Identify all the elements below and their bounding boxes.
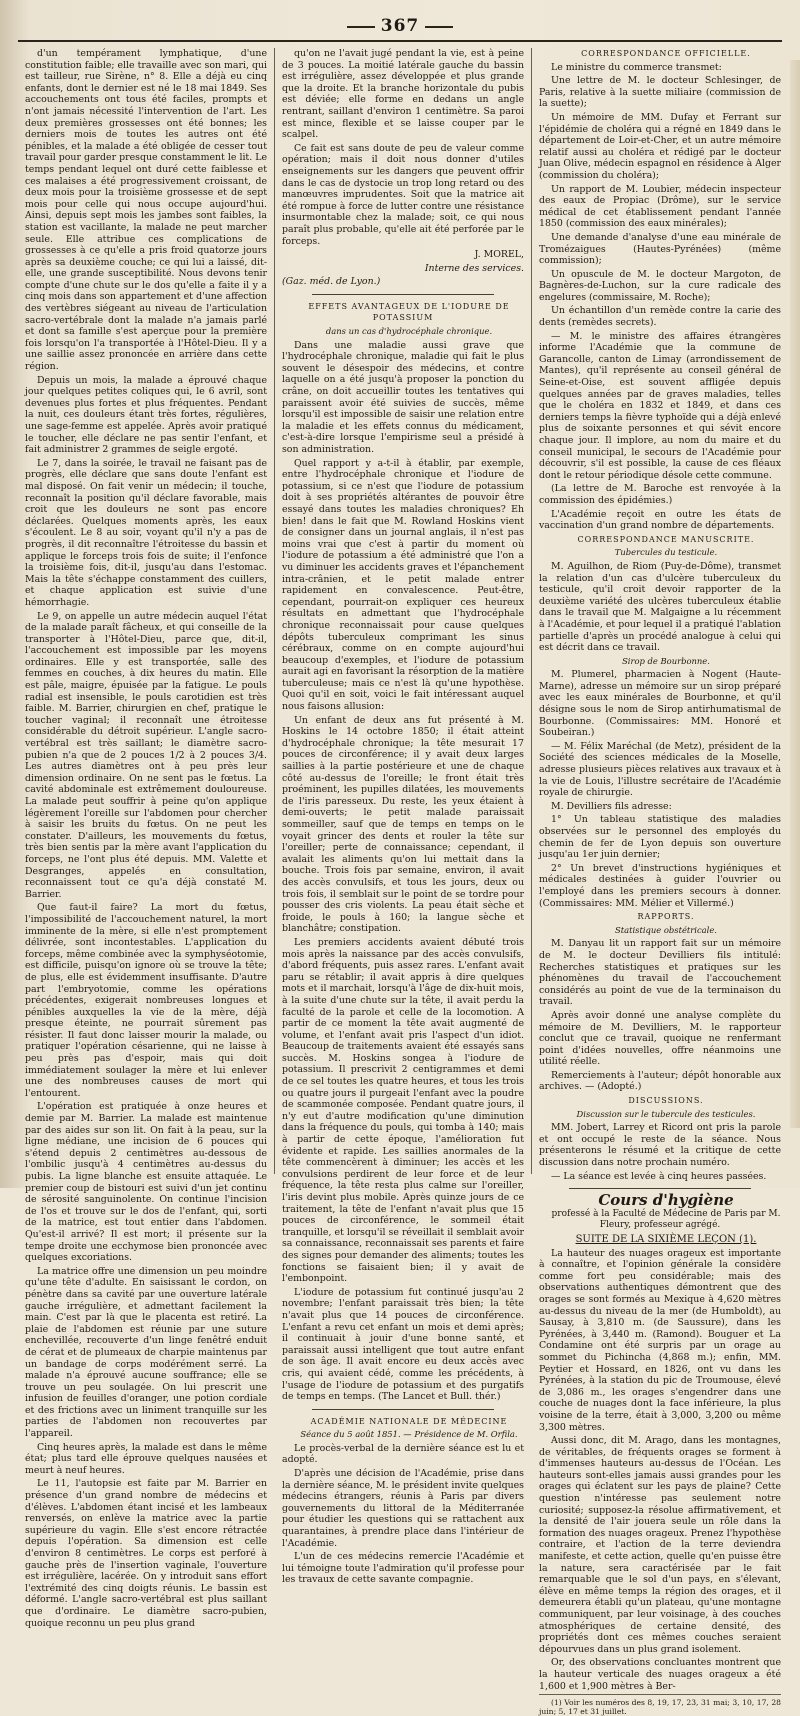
paragraph: Les premiers accidents avaient débuté trois mois après la naissance par des accès convulsifs, d'abord fréquents, puis assez rares. L'enfant avait paru se rétablir; il avait appris à dire quelques mots et il marchait, lorsqu'à l'âge de dix-huit mois, à la suite d'une chute sur la tête, il avait perdu la faculté de la parole et celle de la locomotion. A partir de ce moment la tête avait augmenté de volume, et l'enfant avait pris l'aspect d'un idiot. Beaucoup de traitements avaient été essayés sans succès. M. Hoskins songea à l'iodure de potassium. Il prescrivit 2 centigrammes et demi de ce sel toutes les quatre heures, et tous les trois ou quatre jours il purgeait l'enfant avec la poudre de scammonée composée. Pendant quatre jours, il n'y eut d'autre modification qu'une diminution dans la fréquence du pouls, qui tomba à 140; mais à partir de cette époque, l'amélioration fut évidente et rapide. Les saillies anormales de la tête commencèrent à diminuer; les accès et les convulsions perdirent de leur force et de leur fréquence, la tête resta plus calme sur l'oreiller, l'iris devint plus mobile. Après quinze jours de ce traitement, la tête de l'enfant n'avait plus que 15 pouces de circonférence, le sommeil était tranquille, et lorsqu'il se réveillait il semblait avoir sa connaissance, reconnaissait ses parents et faire des signes pour demander des aliments; toutes les fonctions se faisaient bien; il y avait de l'embonpoint. — [282, 936, 524, 1285]
column-right — [531, 48, 788, 1716]
paragraph: Le procès-verbal de la dernière séance est lu et adopté. — [282, 1442, 524, 1466]
paragraph: Que faut-il faire? La mort du fœtus, l'impossibilité de l'accouchement naturel, la mort imminente de la mère, si elle n'est promptement délivrée, sont incontestables. L'application du forceps, même combinée avec la symphyséotomie, est difficile, puisqu'on ignore où se trouve la tête; de plus, elle est évidemment insuffisante. D'autre part l'embryotomie, comme les opérations précédentes, exigerait nombreuses longues et pénibles auxquelles la vie de la mère, déjà presque éteinte, ne pourrait sûrement pas résister. Il faut donc laisser mourir la malade, ou pratiquer l'opération césarienne, qui ne laisse à peu près pas d'espoir, mais qui doit immédiatement soulager la mère et lui enlever une des nombreuses causes de mort qui l'entourent. — [25, 902, 267, 1099]
section-subtitle: Statistique obstétricale. — [615, 924, 717, 935]
section-title: DISCUSSIONS. — [628, 1096, 704, 1106]
paragraph: M. Aguilhon, de Riom (Puy-de-Dôme), transmet la relation d'un cas d'ulcère tuberculeux du testicule, qu'il croit devoir rapporter de la deuxième variété des ulcères tuberculeux établie dans le travail que M. Malgaigne a lu récemment à l'Académie, et pour lequel il a pratiqué l'ablation partielle d'après un procédé analogue à celui qui est décrit dans ce travail. — [539, 560, 781, 654]
paragraph: M. Danyau lit un rapport fait sur un mémoire de M. le docteur Devilliers fils intitulé: Recherches statistiques et pratiques sur les phénomènes du travail de l'accouchement considérés au point de vue de la terminaison du travail. — [539, 938, 781, 1008]
page-number: 367 — [380, 16, 420, 36]
section-subtitle: Tubercules du testicule. — [614, 547, 718, 558]
paragraph: L'un de ces médecins remercie l'Académie et lui témoigne toute l'admiration qu'il professe pour les travaux de cette savante compagnie. — [282, 1551, 524, 1586]
section-subtitle: Séance du 5 août 1851. — Présidence de M. Orfila. — [300, 1429, 518, 1440]
paragraph: L'opération est pratiquée à onze heures et demie par M. Barrier. La malade est maintenue par des aides sur son lit. On fait à la peau, sur la ligne médiane, une incision de 6 pouces qui s'étend depuis 2 centimètres au-dessous de l'ombilic jusqu'à 4 centimètres au-dessus du pubis. La ligne blanche est ensuite attaquée. Le premier coup de bistouri est suivi d'un jet continu de sérosité sanguinolente. On continue l'incision de l'os et trouve sur le dos de l'enfant, qui, sorti de la matrice, est tout entier dans l'abdomen. Qu'est-il arrivé? Il est mort; il présente sur la tempe droite une ecchymose bien prononcée avec quelques excoriations. — [25, 1101, 267, 1264]
paragraph: Dans une maladie aussi grave que l'hydrocéphale chronique, maladie qui fait le plus souvent le désespoir des médecins, et contre laquelle on a été jusqu'à proposer la ponction du crâne, on doit accueillir toutes les tentatives qui paraissent avoir été suivies de succès, même lorsqu'il est impossible de saisir une relation entre la maladie et les effets connus du médicament, c'est-à-dire lorsque l'empirisme seul a présidé à son administration. — [282, 339, 524, 455]
paragraph: Le 7, dans la soirée, le travail ne faisant pas de progrès, elle déclare que sans doute l'enfant est mal disposé. On fait venir un médecin; il touche, reconnaît la position qu'il déclare favorable, mais croit que les douleurs ne sont pas encore déclarées. Quelques moments après, les eaux s'écoulent. Le 8 au soir, voyant qu'il n'y a pas de progrès, il dit reconnaître l'étroitesse du bassin et applique le forceps trois fois de suite; il l'enfonce la troisième fois, dit-il, jusqu'au dans l'estomac. Mais la tête s'échappe constamment des cuillers, et chaque application est suivie d'une hémorrhagie. — [25, 457, 267, 608]
section-divider — [312, 294, 494, 295]
page-header — [18, 14, 782, 42]
paragraph: Un opuscule de M. le docteur Margoton, de Bagnères-de-Luchon, sur la cure radicale des engelures (commissaire, M. Roche); — [539, 268, 781, 303]
paragraph: Remerciements à l'auteur; dépôt honorable aux archives. — (Adopté.) — [539, 1069, 781, 1093]
paragraph: — M. le ministre des affaires étrangères informe l'Académie que la commune de Garancolle, canton de Limay (arrondissement de Mantes), qu'il représente au conseil général de Seine-et-Oise, est souvent affligée depuis quelques années par de graves maladies, telles que le choléra en 1832 et 1849, et dans ces derniers temps la fièvre typhoïde qui a déjà enlevé plus de soixante personnes et qui sévit encore chaque jour. Il implore, au nom du maire et du conseil municipal, le secours de l'Académie pour découvrir, s'il est possible, la cause de ces fléaux dont le retour périodique désole cette commune. — [539, 330, 781, 481]
paragraph: L'Académie reçoit en outre les états de vaccination d'un grand nombre de départements. — [539, 508, 781, 532]
column-middle — [274, 48, 531, 1586]
column-left — [18, 48, 274, 1629]
section-title: EFFETS AVANTAGEUX DE L'IODURE DE POTASSIUM — [308, 301, 510, 323]
paragraph: M. Plumerel, pharmacien à Nogent (Haute-Marne), adresse un mémoire sur un sirop préparé avec les eaux minérales de Bourbonne, et qu'il désigne sous le nom de Sirop antirhumatismal de Bourbonne. (Commissaires: MM. Honoré et Soubeiran.) — [539, 669, 781, 739]
text-columns — [18, 48, 788, 1716]
course-title: Cours d'hygiène — [598, 1191, 734, 1210]
section-divider — [569, 1188, 751, 1189]
paragraph: Une lettre de M. le docteur Schlesinger, de Paris, relative à la suette miliaire (commission de la suette); — [539, 75, 781, 110]
paragraph: Un mémoire de MM. Dufay et Ferrant sur l'épidémie de choléra qui a régné en 1849 dans le département de Loir-et-Cher, et un autre mémoire relatif aussi au choléra et rédigé par le docteur Juan Olive, médecin espagnol en résidence à Alger (commission du choléra); — [539, 111, 781, 181]
lecture-heading: SUITE DE LA SIXIÈME LEÇON (1). — [575, 1234, 757, 1245]
section-subtitle: Sirop de Bourbonne. — [622, 655, 710, 666]
page-edge-shadow — [790, 60, 800, 1128]
author-title: Interne des services. — [424, 262, 524, 274]
footnote: (1) Voir les numéros des 8, 19, 17, 23, 31 mai; 3, 10, 17, 28 juin; 5, 17 et 31 juillet. — [539, 1694, 781, 1716]
section-divider — [312, 1409, 494, 1410]
paragraph: Or, des observations concluantes montrent que la hauteur verticale des nuages orageux a été 1,600 et 1,900 mètres à Ber- — [539, 1657, 781, 1692]
paragraph: 1° Un tableau statistique des maladies observées sur le personnel des employés du chemin de fer de Lyon depuis son ouverture jusqu'au 1er juin dernier; — [539, 814, 781, 861]
paragraph: MM. Jobert, Larrey et Ricord ont pris la parole et ont occupé le reste de la séance. Nous présenterons le résumé et la critique de cette discussion dans notre prochain numéro. — [539, 1122, 781, 1169]
paragraph: Ce fait est sans doute de peu de valeur comme opération; mais il doit nous donner d'utiles enseignements sur les dangers que peuvent offrir dans le cas de dystocie un trop long retard ou des manœuvres imprudentes. Soit que la matrice ait été rompue à force de lutter contre une résistance insurmontable chez la malade; soit, ce qui nous paraît plus probable, qu'elle ait été perforée par le forceps. — [282, 142, 524, 247]
page-number-line — [18, 16, 782, 36]
paragraph: Quel rapport y a-t-il à établir, par exemple, entre l'hydrocéphale chronique et l'iodure de potassium, si ce n'est que l'iodure de potassium doit à ses propriétés altérantes de pouvoir être essayé dans toutes les maladies chroniques? Eh bien! dans le fait que M. Rowland Hoskins vient de consigner dans un journal anglais, il n'est pas moins vrai que c'est à partir du moment où l'iodure de potassium a été administré que l'on a vu diminuer les accidents graves et l'épanchement intra-crânien, et le petit malade entrer rapidement en convalescence. Peut-être, cependant, pourrait-on expliquer ces heureux résultats en admettant que l'hydrocéphale chronique reconnaissait pour cause quelques dépôts tuberculeux comprimant les sinus cérébraux, comme on en compte aujourd'hui beaucoup d'exemples, et l'iodure de potassium aurait agi en favorisant la résorption de la matière tuberculeuse; mais ce n'est là qu'une hypothèse. Quoi qu'il en soit, voici le fait intéressant auquel nous faisons allusion: — [282, 457, 524, 713]
paragraph: Cinq heures après, la malade est dans le même état; plus tard elle éprouve quelques nausées et meurt à neuf heures. — [25, 1441, 267, 1476]
course-professor: professé à la Faculté de Médecine de Paris par M. Fleury, professeur agrégé. — [551, 1208, 781, 1231]
paragraph: Un enfant de deux ans fut présenté à M. Hoskins le 14 octobre 1850; il était atteint d'hydrocéphale chronique; la tête mesurait 17 pouces de circonférence; il y avait deux larges saillies à la partie postérieure et une de chaque côté au-dessus de l'oreille; le front était très proéminent, les pupilles dilatées, les mouvements de l'iris paresseux. Du reste, les yeux étaient à demi-ouverts; le petit malade paraissait sommeiller, sauf que de temps en temps on le voyait grincer des dents et rouler la tête sur l'oreiller; perte de connaissance; cependant, il avalait les aliments qu'on lui mettait dans la bouche. Trois fois par semaine, environ, il avait des accès convulsifs, et tous les jours, deux ou trois fois, il semblait sur le point de se tordre pour pousser des cris violents. La peau était sèche et froide, le pouls à 160; la langue sèche et blanchâtre; constipation. — [282, 714, 524, 935]
header-rule-right — [425, 26, 453, 28]
section-subtitle: Discussion sur le tubercule des testicules. — [576, 1108, 756, 1119]
paragraph: Depuis un mois, la malade a éprouvé chaque jour quelques petites coliques qui, le 6 avril, sont devenues plus fortes et plus fréquentes. Pendant la nuit, ces douleurs étant très fortes, régulières, une sage-femme est appelée. Après avoir pratiqué le toucher, elle déclare ne pas sentir l'enfant, et fait administrer 2 grammes de seigle ergoté. — [25, 374, 267, 456]
paragraph: Une demande d'analyse d'une eau minérale de Tromézaigues (Hautes-Pyrénées) (même commission); — [539, 231, 781, 267]
paragraph: (La lettre de M. Baroche est renvoyée à la commission des épidémies.) — [539, 483, 781, 506]
paragraph: Après avoir donné une analyse complète du mémoire de M. Devilliers, M. le rapporteur conclut que ce travail, quoique ne renfermant point d'idées nouvelles, offre néanmoins une utilité réelle. — [539, 1009, 781, 1068]
section-title: ACADÉMIE NATIONALE DE MÉDECINE — [310, 1416, 508, 1426]
paragraph: L'iodure de potassium fut continué jusqu'au 2 novembre; l'enfant paraissait très bien; la tête n'avait plus que 14 pouces de circonférence. L'enfant a revu cet enfant un mois et demi après; il continuait à jouir d'une bonne santé, et paraissait aussi intelligent que tout autre enfant de son âge. Il avait encore eu deux accès avec cris, qui avaient cédé, comme les précédents, à l'usage de l'iodure de potassium et des purgatifs de temps en temps. (The Lancet et Bull. thér.) — [282, 1286, 524, 1403]
paragraph: Le 11, l'autopsie est faite par M. Barrier en présence d'un grand nombre de médecins et d'élèves. L'abdomen étant incisé et les lambeaux renversés, on enlève la matrice avec la partie supérieure du vagin. Elle s'est encore rétractée depuis l'opération. Sa dimension est celle d'environ 8 centimètres. Le corps est perforé à gauche près de l'insertion vaginale, l'ouverture est irrégulière, lacérée. On y introduit sans effort l'extrémité des cinq doigts réunis. Le bassin est déformé. L'angle sacro-vertébral est plus saillant que d'ordinaire. Le diamètre sacro-pubien, quoique reconnu un peu plus grand — [25, 1478, 267, 1629]
author-name: J. MOREL, — [474, 249, 524, 261]
section-subtitle: dans un cas d'hydrocéphale chronique. — [325, 326, 493, 337]
paragraph: La matrice offre une dimension un peu moindre qu'une tête d'adulte. En saisissant le cordon, on pénètre dans sa cavité par une ouverture latérale gauche irrégulière, et admettant facilement la main. C'est par là que le placenta est retiré. La plaie de l'abdomen est réunie par une suture enchevillée, recouverte d'un linge fenêtré enduit de cérat et de plumeaux de charpie maintenus par un bandage de corps modérément serré. La malade n'a éprouvé aucune souffrance; elle se trouve un peu soulagée. On lui prescrit une infusion de feuilles d'oranger, une potion cordiale et des frictions avec un liniment tranquille sur les parties de l'abdomen non recouvertes par l'appareil. — [25, 1265, 267, 1440]
section-title: RAPPORTS. — [637, 912, 695, 922]
header-rule-left — [347, 26, 375, 28]
paragraph: La hauteur des nuages orageux est importante à connaître, et l'opinion générale la considère comme fort peu considérable; mais des observations authentiques démontrent que des orages se sont formés au Mexique à 4,620 mètres au-dessus du niveau de la mer (de Humboldt), au Sausay, à 3,810 m. (de Saussure), dans les Pyrénées, à 3,440 m. (Ramond). Bouguer et La Condamine ont été surpris par un orage au sommet du Pichincha (4,868 m.); enfin, MM. Peytier et Hossard, en 1826, ont vu dans les Pyrénées, à la station du pic de Troumouse, élevé de 3,086 m., les orages s'engendrer dans une couche de nuages dont la face inférieure, la plus voisine de la terre, était à 3,000, 3,200 ou même 3,300 mètres. — [539, 1247, 781, 1433]
paragraph: Le ministre du commerce transmet: — [551, 61, 722, 73]
paragraph: — M. Félix Maréchal (de Metz), président de la Société des sciences médicales de la Moselle, adresse plusieurs pièces relatives aux travaux et à la vie de Louis, l'illustre secrétaire de l'Académie royale de chirurgie. — [539, 740, 781, 799]
paragraph: d'un tempérament lymphatique, d'une constitution faible; elle travaille avec son mari, qui est tailleur, rue Sirène, n° 8. Elle a déjà eu cinq enfants, dont le dernier est né le 18 mai 1849. Ses accouchements ont tous été faciles, prompts et n'ont jamais nécessité l'intervention de l'art. Les deux premières grossesses ont été bonnes; les derniers mois de toutes les autres ont été pénibles, et la malade a été obligée de cesser tout travail pour garder presque constamment le lit. Le temps pendant lequel ont duré cette faiblesse et ces malaises a été progressivement croissant, de deux mois pour la troisième grossesse et de sept mois pour celle qui nous occupe aujourd'hui. Ainsi, depuis sept mois les jambes sont faibles, la station est vacillante, la malade ne peut marcher seule. Elle attribue ces complications de grossesses à ce qu'elle a pris froid quatorze jours après sa deuxième couche; ce qui lui a laissé, dit-elle, une grande susceptibilité. Nous devons tenir compte d'une chute sur le dos qu'elle a faite il y a cinq mois dans son appartement et d'une affection des vertèbres siégeant au niveau de l'articulation sacro-vertébrale dont la malade n'a jamais parlé et dont sa famille s'est aperçue pour la première fois lorsqu'on l'a transportée à l'Hôtel-Dieu. Il y a une saillie assez prononcée en arrière dans cette région. — [25, 48, 267, 373]
paragraph: qu'on ne l'avait jugé pendant la vie, est à peine de 3 pouces. La moitié latérale gauche du bassin est irrégulière, assez développée et plus grande que la droite. Et la branche horizontale du pubis est déviée; elle forme en dedans un angle rentrant, saillant d'environ 1 centimètre. Sa paroi est mince, flexible et se laisse couper par le scalpel. — [282, 48, 524, 141]
source-citation: (Gaz. méd. de Lyon.) — [282, 276, 381, 288]
paragraph: Un échantillon d'un remède contre la carie des dents (remèdes secrets). — [539, 305, 781, 329]
section-title: CORRESPONDANCE OFFICIELLE. — [581, 49, 751, 58]
paragraph: D'après une décision de l'Académie, prise dans la dernière séance, M. le président invite quelques médecins étrangers, réunis à Paris par divers gouvernements du littoral de la Méditerranée pour étudier les questions qui se rattachent aux quarantaines, à prendre place dans l'intérieur de l'Académie. — [282, 1468, 524, 1549]
paragraph: Un rapport de M. Loubier, médecin inspecteur des eaux de Propiac (Drôme), sur le service médical de cet établissement pendant l'année 1850 (commission des eaux minérales); — [539, 183, 781, 230]
paragraph: 2° Un brevet d'instructions hygiéniques et médicales destinées à guider l'ouvrier ou l'employé dans les premiers secours à donner. (Commissaires: MM. Mélier et Villermé.) — [539, 862, 781, 909]
paragraph: Le 9, on appelle un autre médecin auquel l'état de la malade paraît fâcheux, et qui conseille de la transporter à l'Hôtel-Dieu, parce que, dit-il, l'accouchement est impossible par les moyens ordinaires. Elle y est transportée, salle des femmes en couches, à dix heures du matin. Elle est pâle, maigre, épuisée par la fatigue. Le pouls radial est insensible, le pouls carotidien est très faible. M. Barrier, chirurgien en chef, pratique le toucher vaginal; il reconnaît une étroitesse considérable du détroit supérieur. L'angle sacro-vertébral est très saillant; le diamètre sacro-pubien n'a que de 2 pouces 1/2 à 2 pouces 3/4. Les autres diamètres ont à peu près leur dimension ordinaire. On ne sent pas le fœtus. La cavité abdominale est extrêmement douloureuse. La malade peut souffrir à peine qu'on applique légèrement l'oreille sur l'abdomen pour chercher à saisir les bruits du fœtus. On ne peut les constater. D'ailleurs, les mouvements du fœtus, très bien sentis par la mère avant l'application du forceps, ne l'ont plus été depuis. MM. Valette et Desgranges, appelés en consultation, reconnaissent tout ce qu'a déjà constaté M. Barrier. — [25, 610, 267, 900]
paragraph: Aussi donc, dit M. Arago, dans les montagnes, de véritables, de fréquents orages se forment à d'immenses hauteurs au-dessus de l'Océan. Les hauteurs sont-elles jamais aussi grandes pour les orages qui éclatent sur les pays de plaine? Cette question n'intéresse pas seulement notre curiosité; supposez-la résolue affirmativement, et la densité de l'air jouera seule un rôle dans la formation des nuages orageux. Prenez l'hypothèse contraire, et l'action de la terre deviendra manifeste, et cette action, quelle qu'en puisse être la nature, sera caractérisée par le fait remarquable que le sol d'un pays, en s'élevant, élève en même temps la région des orages, et il demeurera établi qu'un plateau, qu'une montagne communiquent, par leur voisinage, à des couches atmosphériques de certaine densité, des propriétés dont ces mêmes couches seraient dépourvues dans un plus grand isolement. — [539, 1435, 781, 1655]
section-title: CORRESPONDANCE MANUSCRITE. — [577, 534, 755, 544]
paragraph: — La séance est levée à cinq heures passées. — [551, 1170, 767, 1182]
paragraph: M. Devilliers fils adresse: — [551, 800, 672, 812]
